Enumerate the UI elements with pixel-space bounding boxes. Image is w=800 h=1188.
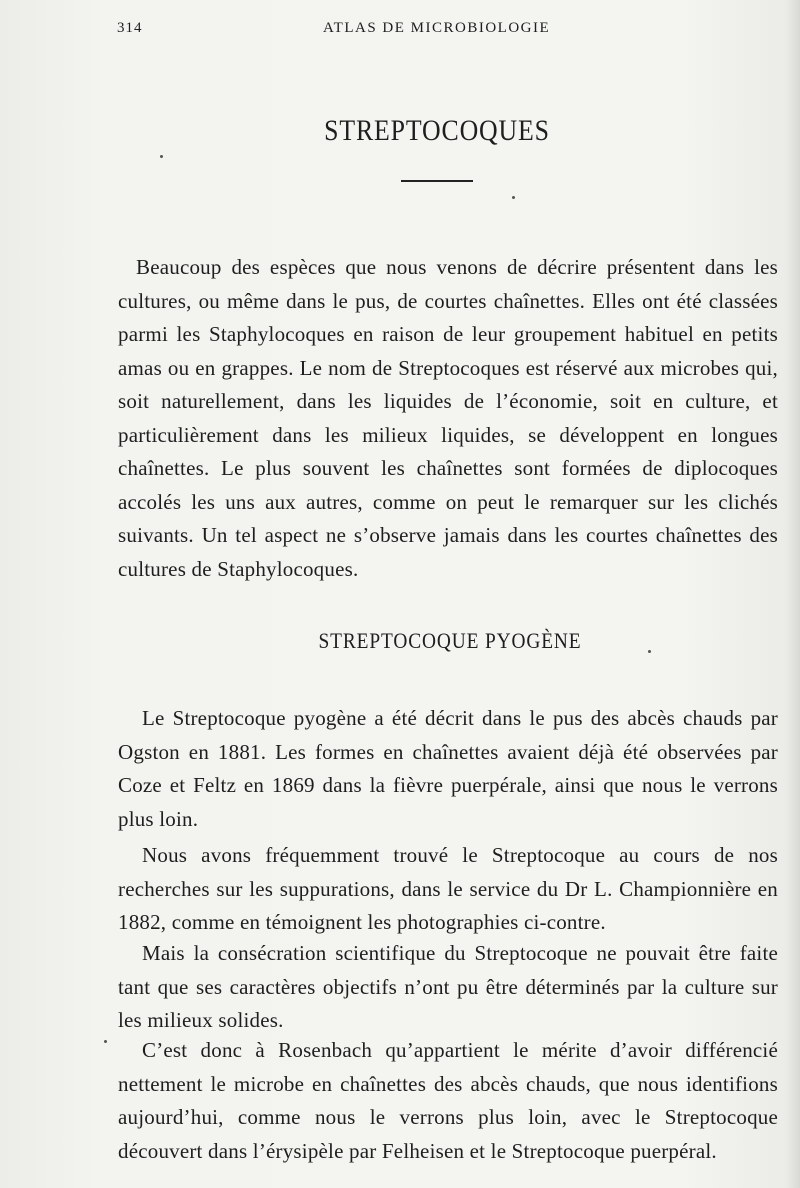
running-head [117, 20, 677, 48]
section-paragraph-3: Mais la consécration scientifique du Streptocoque ne pouvait être faite tant que ses caractères objectifs n’ont pu être déterminés par la culture sur les milieux solides. [118, 941, 778, 1032]
paper-speck [512, 196, 515, 199]
section-paragraph-4: C’est donc à Rosenbach qu’appartient le mérite d’avoir différencié nettement le microbe en chaînettes des abcès chauds, que nous identifions aujourd’hui, comme nous le verrons plus loin, avec le Streptocoque découvert dans l’érysipèle par Felheisen et le Streptocoque puerpéral. [118, 1038, 778, 1163]
paper-speck [104, 1040, 107, 1043]
running-title: ATLAS DE MICROBIOLOGIE [323, 20, 551, 36]
intro-paragraph: Beaucoup des espèces que nous venons de décrire présentent dans les cultures, ou même dans le pus, de courtes chaînettes. Elles ont été classées parmi les Staphylocoques en raison de leur groupement habituel en petits amas ou en grappes. Le nom de Streptocoques est réservé aux microbes qui, soit naturellement, dans les liquides de l’économie, soit en culture, et particulièrement dans les milieux liquides, se développent en longues chaînettes. Le plus souvent les chaînettes sont formées de diplocoques accolés les uns aux autres, comme on peut le remarquer sur les clichés suivants. Un tel aspect ne s’observe jamais dans les courtes chaînettes des cultures de Staphylocoques. [118, 255, 778, 581]
section-paragraph-2: Nous avons fréquemment trouvé le Streptocoque au cours de nos recherches sur les suppurations, dans le service du Dr L. Championnière en 1882, comme en témoignent les photographies ci-contre. [118, 843, 778, 934]
section-title: STREPTOCOQUE PYOGÈNE [318, 628, 582, 653]
chapter-title: STREPTOCOQUES [324, 114, 550, 147]
section-paragraph-1: Le Streptocoque pyogène a été décrit dans le pus des abcès chauds par Ogston en 1881. Les formes en chaînettes avaient déjà été observées par Coze et Feltz en 1869 dans la fièvre puerpérale, ainsi que nous le verrons plus loin. [118, 706, 778, 831]
paper-speck [160, 155, 163, 158]
title-rule [401, 180, 473, 182]
page-number: 314 [117, 20, 143, 36]
paper-speck [648, 650, 651, 653]
page-gutter-shadow [786, 0, 800, 1188]
